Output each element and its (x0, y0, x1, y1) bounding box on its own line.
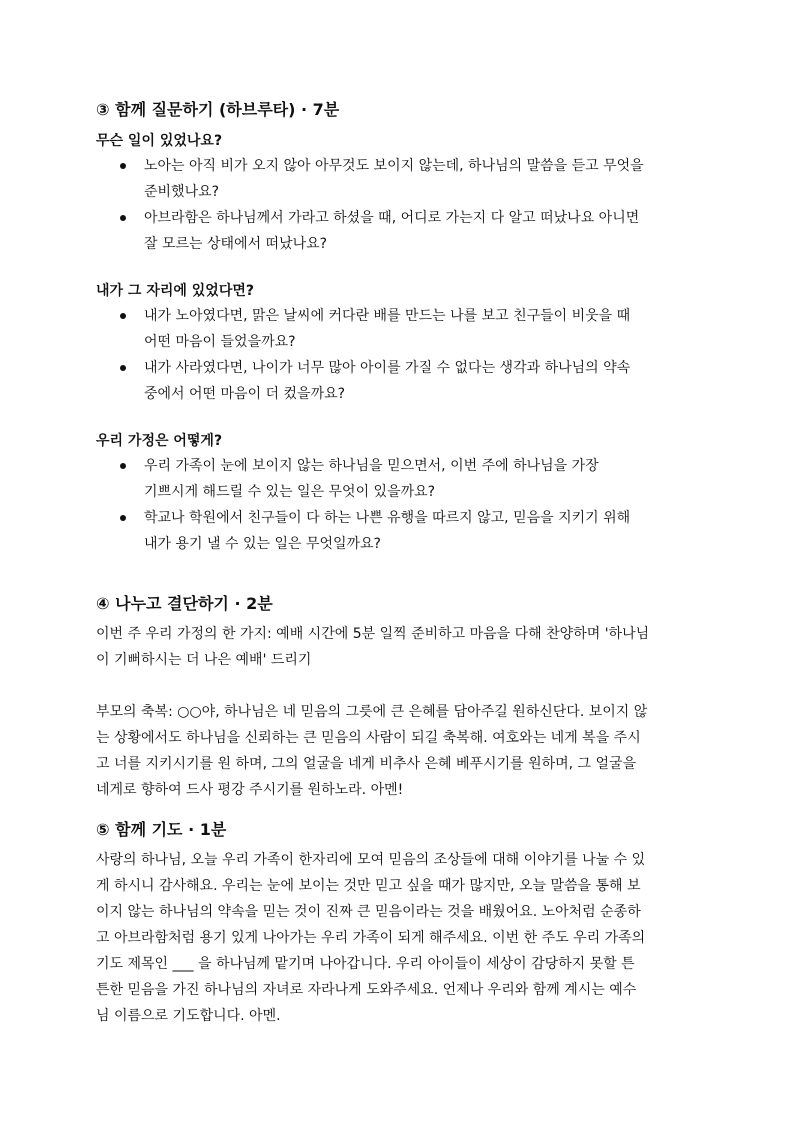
document-content (96, 97, 701, 1029)
prayer-paragraph: 사랑의 하나님, 오늘 우리 가족이 한자리에 모여 믿음의 조상들에 대해 이야기를 나눌 수 있 게 하시니 감사해요. 우리는 눈에 보이는 것만 믿고 싶을 때가 많지만, 오늘 말씀을 통해 보 이지 않는 하나님의 약속을 믿는 것이 진짜 큰 믿음이라는 것을 배웠어요. 노아처럼 순종하 고 아브라함처럼 용기 있게 나아가는 우리 가족이 되게 해주세요. 이번 한 주도 우리 가족의 기도 제목인 ___ 을 하나님께 맡기며 나아갑니다. 우리 아이들이 세상이 감당하지 못할 튼 튼한 믿음을 가진 하나님의 자녀로 자라나게 도와주세요. 언제나 우리와 함께 계시는 예수 님 이름으로 기도합니다. 아멘. (96, 852, 646, 1024)
list-item: 학교나 학원에서 친구들이 다 하는 나쁜 유행을 따르지 않고, 믿음을 지키기 위해 내가 용기 낼 수 있는 일은 무엇일까요? (96, 505, 701, 557)
resolution-paragraph: 이번 주 우리 가정의 한 가지: 예배 시간에 5분 일찍 준비하고 마음을 다해 찬양하며 '하나님 이 기뻐하시는 더 나은 예배' 드리기 (96, 626, 650, 668)
bullet-icon (120, 515, 126, 521)
bullet-icon (120, 163, 126, 169)
bullet-icon (120, 463, 126, 469)
list-item: 내가 노아였다면, 맑은 날씨에 커다란 배를 만드는 나를 보고 친구들이 비웃을 때 어떤 마음이 들었을까요? (96, 303, 701, 355)
list-item: 노아는 아직 비가 오지 않아 아무것도 보이지 않는데, 하나님의 말씀을 듣고 무엇을 준비했나요? (96, 153, 701, 205)
list-item: 우리 가족이 눈에 보이지 않는 하나님을 믿으면서, 이번 주에 하나님을 가장 기쁘시게 해드릴 수 있는 일은 무엇이 있을까요? (96, 453, 701, 505)
list-item: 아브라함은 하나님께서 가라고 하셨을 때, 어디로 가는지 다 알고 떠났나요 아니면 잘 모르는 상태에서 떠났나요? (96, 205, 701, 257)
section-4-title: ④ 나누고 결단하기 · 2분 (96, 594, 273, 613)
group-heading-what-happened: 무슨 일이 있었나요? (96, 133, 223, 149)
parent-blessing-paragraph: 부모의 축복: ○○야, 하나님은 네 믿음의 그릇에 큰 은혜를 담아주길 원하신단다. 보이지 않 는 상황에서도 하나님을 신뢰하는 큰 믿음의 사람이 되길 축복해. 여호와는 네게 복을 주시 고 너를 지키시기를 원 하며, 그의 얼굴을 네게 비추사 은혜 베푸시기를 원하며, 그 얼굴을 네게로 향하여 드사 평강 주시기를 원하노라. 아멘! (96, 704, 648, 798)
section-5-title: ⑤ 함께 기도 · 1분 (96, 820, 227, 839)
list-item: 내가 사라였다면, 나이가 너무 많아 아이를 가질 수 없다는 생각과 하나님의 약속 중에서 어떤 마음이 더 컸을까요? (96, 355, 701, 407)
bullet-list-if-i-were-there (96, 303, 701, 407)
bullet-icon (120, 365, 126, 371)
group-heading-if-i-were-there: 내가 그 자리에 있었다면? (96, 283, 254, 299)
group-heading-our-family: 우리 가정은 어떻게? (96, 433, 223, 449)
bullet-icon (120, 215, 126, 221)
bullet-icon (120, 313, 126, 319)
section-3-title: ③ 함께 질문하기 (하브루타) · 7분 (96, 100, 340, 119)
bullet-list-our-family (96, 453, 701, 557)
bullet-list-what-happened (96, 153, 701, 257)
